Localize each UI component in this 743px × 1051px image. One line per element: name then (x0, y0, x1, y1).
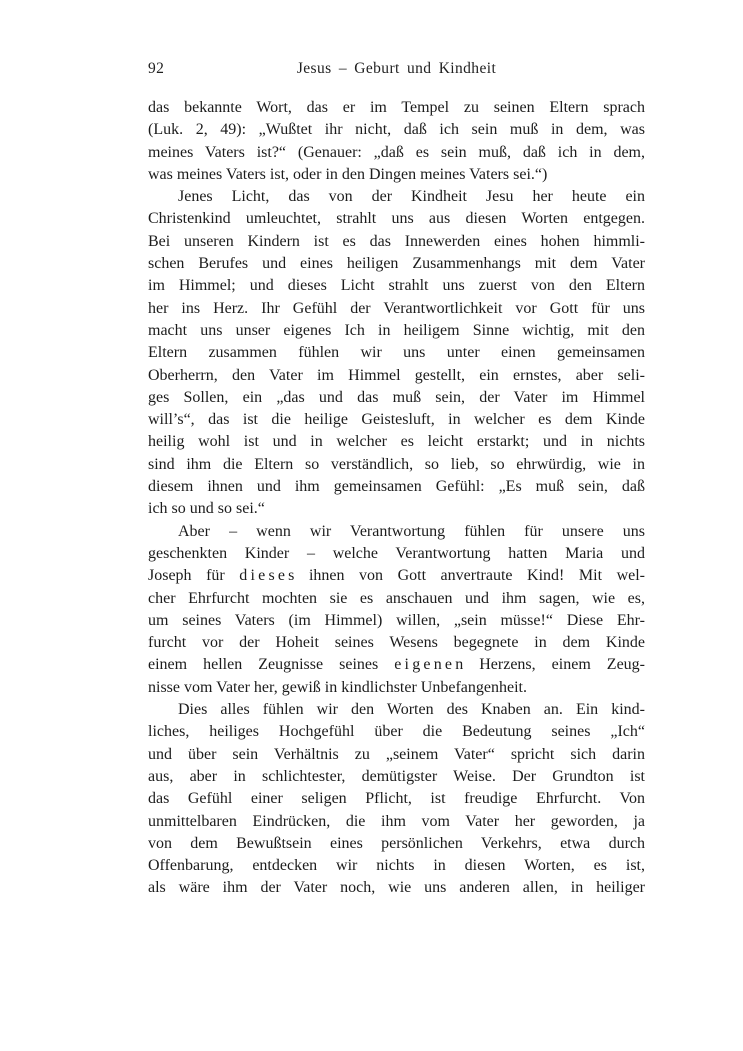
text-line: einem hellen Zeugnisse seines e i g e n e n Herzens, einem Zeug- (148, 656, 645, 674)
text-line: Oberherrn, den Vater im Himmel gestellt, ein ernstes, aber seli- (148, 366, 645, 384)
text-line: im Himmel; und dieses Licht strahlt uns zuerst von den Eltern (148, 277, 645, 295)
text-line: ich so und so sei.“ (148, 500, 265, 518)
text-line: was meines Vaters ist, oder in den Dingen meines Vaters sei.“) (148, 165, 548, 183)
text-line: diesem ihnen und ihm gemeinsamen Gefühl: „Es muß sein, daß (148, 478, 645, 496)
text-line: Christenkind umleuchtet, strahlt uns aus diesen Worten entgegen. (148, 210, 645, 228)
text-line: das Gefühl einer seligen Pflicht, ist freudige Ehrfurcht. Von (148, 790, 645, 808)
text-line: cher Ehrfurcht mochten sie es anschauen und ihm sagen, wie es, (148, 589, 645, 607)
page-number: 92 (148, 60, 165, 77)
text-block (148, 97, 645, 900)
text-line: heilig wohl ist und in welcher es leicht erstarkt; und in nichts (148, 433, 645, 451)
text-line: unmittelbaren Eindrücken, die ihm vom Vater her geworden, ja (148, 812, 645, 830)
running-title: Jesus – Geburt und Kindheit (296, 60, 497, 77)
text-line: (Luk. 2, 49): „Wußtet ihr nicht, daß ich sein muß in dem, was (148, 121, 645, 139)
text-line: geschenkten Kinder – welche Verantwortung hatten Maria und (148, 544, 645, 562)
text-line: sind ihm die Eltern so verständlich, so lieb, so ehrwürdig, wie in (148, 455, 645, 473)
text-line: das bekannte Wort, das er im Tempel zu seinen Eltern sprach (148, 99, 645, 116)
text-line: Eltern zusammen fühlen wir uns unter einen gemeinsamen (148, 344, 645, 362)
text-line: Dies alles fühlen wir den Worten des Knaben an. Ein kind- (178, 701, 645, 719)
text-line: um seines Vaters (im Himmel) willen, „sein müsse!“ Diese Ehr- (148, 611, 645, 629)
text-line: Offenbarung, entdecken wir nichts in diesen Worten, es ist, (148, 857, 645, 875)
text-line: von dem Bewußtsein eines persönlichen Verkehrs, etwa durch (148, 834, 645, 852)
text-line: ges Sollen, ein „das und das muß sein, der Vater im Himmel (148, 388, 645, 406)
text-line: meines Vaters ist?“ (Genauer: „daß es sein muß, daß ich in dem, (148, 143, 645, 161)
text-line: und über sein Verhältnis zu „seinem Vater“ spricht sich darin (148, 745, 645, 763)
text-line: Jenes Licht, das von der Kindheit Jesu her heute ein (178, 188, 645, 206)
page-header (148, 60, 645, 80)
text-line: macht uns unser eigenes Ich in heiligem Sinne wichtig, mit den (148, 321, 645, 339)
text-line: Bei unseren Kindern ist es das Innewerden eines hohen himmli- (148, 232, 645, 250)
text-line: nisse vom Vater her, gewiß in kindlichster Unbefangenheit. (148, 678, 527, 696)
text-line: furcht vor der Hoheit seines Wesens begegnete in dem Kinde (148, 634, 645, 652)
text-line: aus, aber in schlichtester, demütigster Weise. Der Grundton ist (148, 767, 645, 785)
text-line: als wäre ihm der Vater noch, wie uns anderen allen, in heiliger (148, 879, 645, 897)
text-line: her ins Herz. Ihr Gefühl der Verantwortlichkeit vor Gott für uns (148, 299, 645, 317)
text-line: liches, heiliges Hochgefühl über die Bedeutung seines „Ich“ (148, 723, 645, 741)
text-line: Joseph für d i e s e s ihnen von Gott anvertraute Kind! Mit wel- (148, 567, 645, 585)
text-line: will’s“, das ist die heilige Geistesluft, in welcher es dem Kinde (148, 411, 645, 429)
text-line: schen Berufes und eines heiligen Zusammenhangs mit dem Vater (148, 255, 645, 273)
text-line: Aber – wenn wir Verantwortung fühlen für unsere uns (178, 522, 645, 540)
